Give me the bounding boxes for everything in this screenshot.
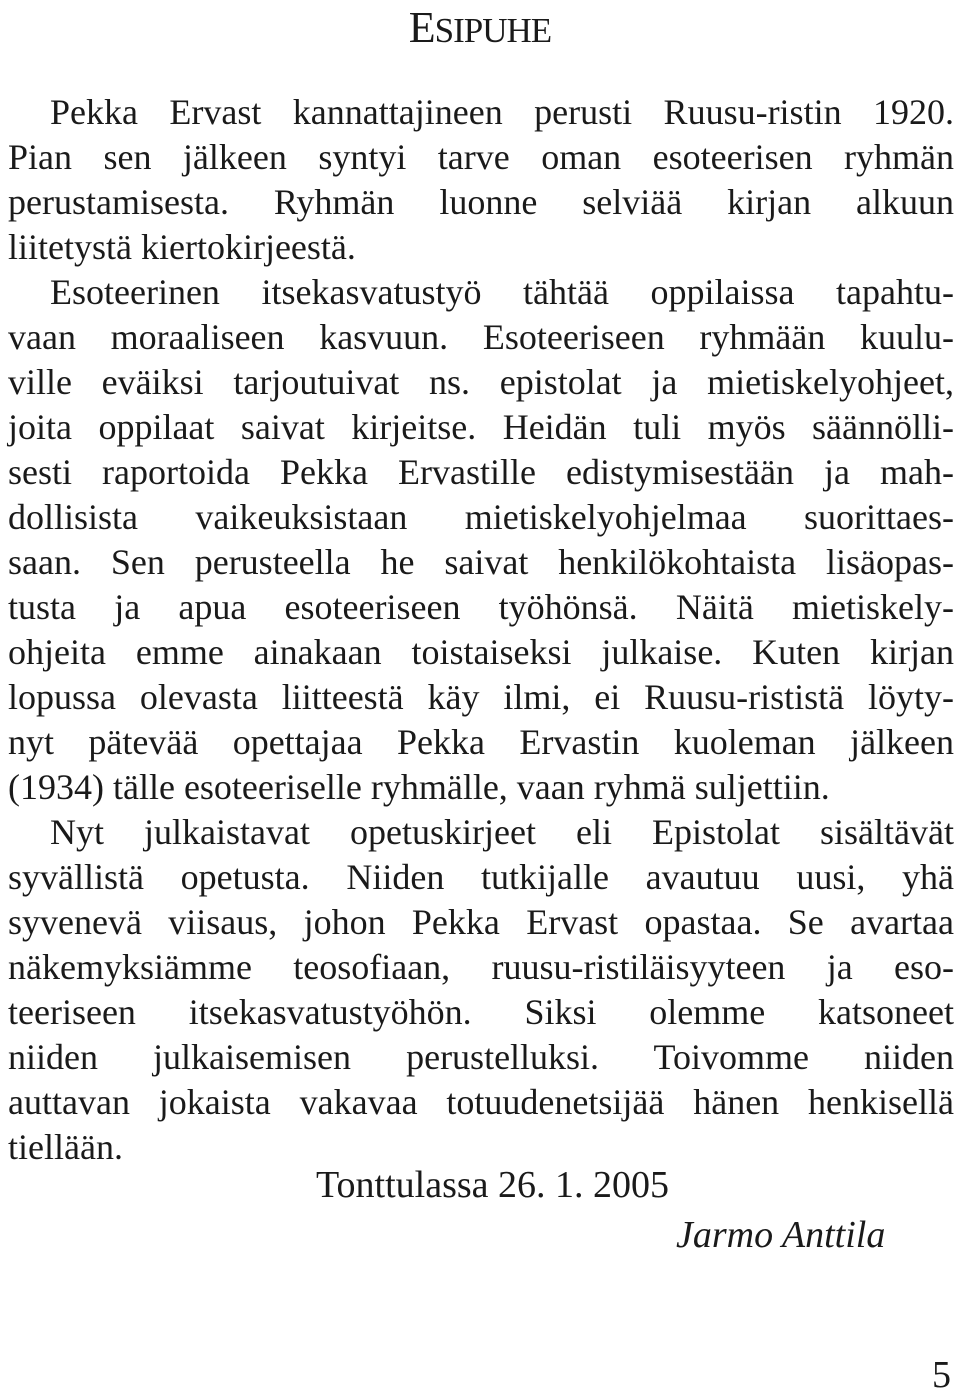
author-signature: Jarmo Anttila: [676, 1214, 886, 1256]
text-line: (1934) tälle esoteeriselle ryhmälle, vaan ryhmä suljettiin.: [8, 767, 830, 807]
text-line: vaan moraaliseen kasvuun. Esoteeriseen ryhmään kuulu-: [8, 317, 954, 357]
text-line: näkemyksiämme teosofiaan, ruusu-ristiläisyyteen ja eso-: [8, 947, 954, 987]
text-line: Nyt julkaistavat opetuskirjeet eli Epistolat sisältävät: [50, 812, 954, 852]
text-line: auttavan jokaista vakavaa totuudenetsijää hänen henkisellä: [8, 1082, 954, 1122]
text-line: saan. Sen perusteella he saivat henkilökohtaista lisäopas-: [8, 542, 954, 582]
title-initial: E: [408, 3, 435, 52]
text-line: tusta ja apua esoteeriseen työhönsä. Näitä mietiskely-: [8, 587, 954, 627]
text-line: Pian sen jälkeen syntyi tarve oman esoteerisen ryhmän: [8, 137, 954, 177]
text-line: lopussa olevasta liitteestä käy ilmi, ei Ruusu-rististä löyty-: [8, 677, 954, 717]
text-line: ville eväiksi tarjoutuivat ns. epistolat ja mietiskelyohjeet,: [8, 362, 954, 402]
text-line: tiellään.: [8, 1127, 123, 1167]
text-line: syvällistä opetusta. Niiden tutkijalle avautuu uusi, yhä: [8, 857, 954, 897]
place-and-date: Tonttulassa 26. 1. 2005: [316, 1164, 670, 1206]
title-rest: SIPUHE: [434, 11, 552, 50]
text-line: Pekka Ervast kannattajineen perusti Ruusu-ristin 1920.: [50, 92, 954, 132]
page-number: 5: [932, 1354, 951, 1396]
text-line: nyt pätevää opettajaa Pekka Ervastin kuoleman jälkeen: [8, 722, 954, 762]
text-line: Esoteerinen itsekasvatustyö tähtää oppilaissa tapahtu-: [50, 272, 954, 312]
text-line: syvenevä viisaus, johon Pekka Ervast opastaa. Se avartaa: [8, 902, 954, 942]
text-line: perustamisesta. Ryhmän luonne selviää kirjan alkuun: [8, 182, 954, 222]
text-line: niiden julkaisemisen perustelluksi. Toivomme niiden: [8, 1037, 954, 1077]
text-line: dollisista vaikeuksistaan mietiskelyohjelmaa suorittaes-: [8, 497, 954, 537]
text-line: sesti raportoida Pekka Ervastille edistymisestään ja mah-: [8, 452, 954, 492]
text-line: liitetystä kiertokirjeestä.: [8, 227, 356, 267]
text-line: joita oppilaat saivat kirjeitse. Heidän tuli myös säännölli-: [8, 407, 954, 447]
page-title: [0, 0, 960, 55]
text-line: teeriseen itsekasvatustyöhön. Siksi olemme katsoneet: [8, 992, 954, 1032]
text-line: ohjeita emme ainakaan toistaiseksi julkaise. Kuten kirjan: [8, 632, 954, 672]
